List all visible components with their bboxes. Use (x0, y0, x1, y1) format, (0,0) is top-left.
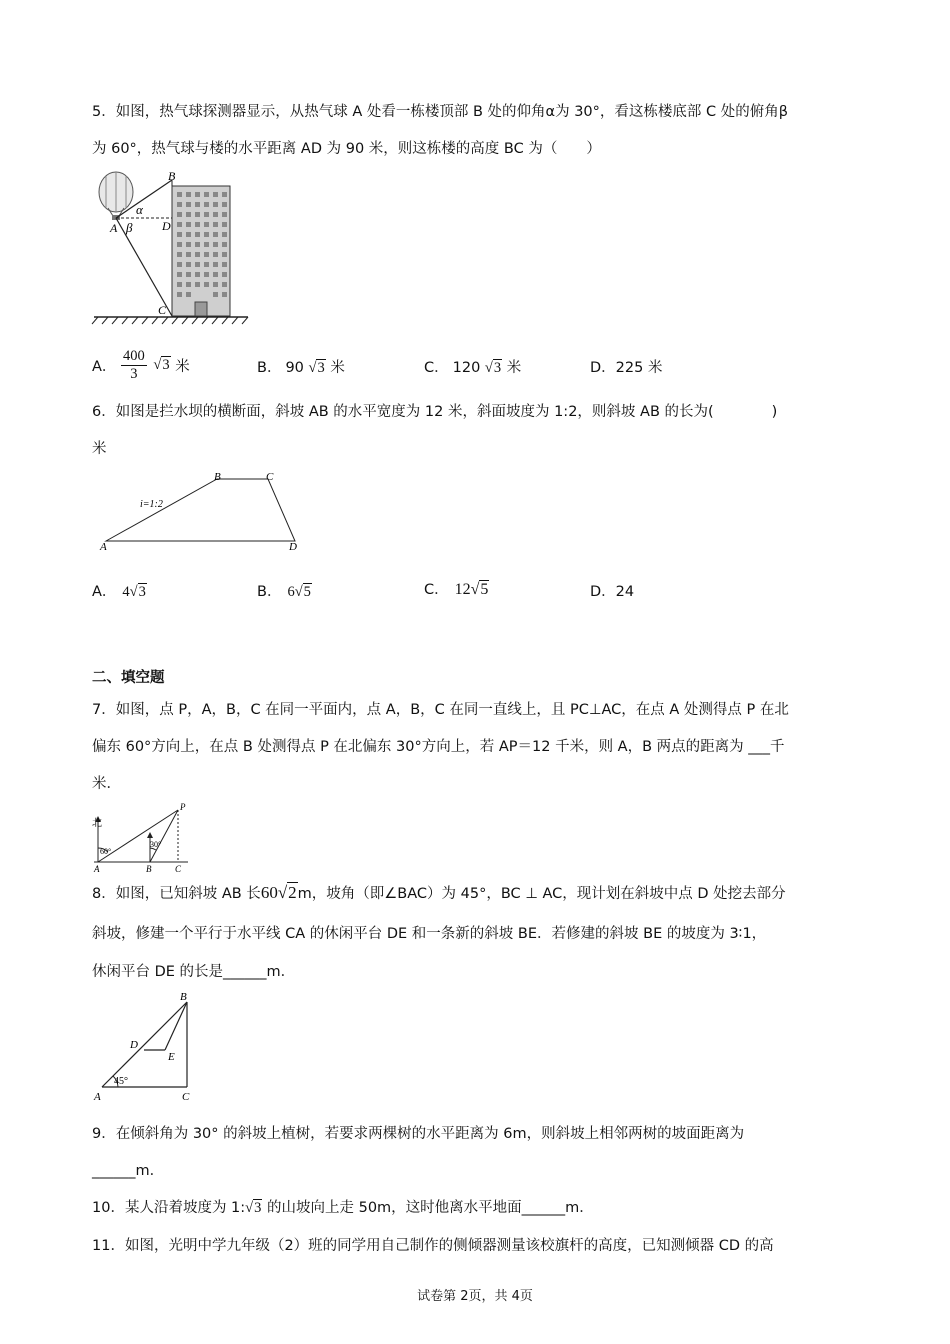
q7-figure (88, 802, 193, 874)
label-C: C (182, 1091, 190, 1103)
q8-line1: 8．如图，已知斜坡 AB 长60√2m，坡角（即∠BAC）为 45°，BC ⊥ AC，现计划在斜坡中点 D 处挖去部分 (92, 883, 786, 902)
q5-option-a[interactable]: A． $\frac{400}{3}$ √3 米 (92, 348, 190, 382)
fraction: $\frac{400}{3}$ (123, 348, 145, 382)
q9-line2: ______m． (92, 1163, 165, 1179)
label-C: C (266, 471, 274, 483)
angle-30: 30° (150, 840, 162, 849)
label-A: A (100, 541, 107, 553)
section-heading: 二、填空题 (92, 670, 165, 686)
label-P: P (180, 802, 186, 812)
q11-line1: 11．如图，光明中学九年级（2）班的同学用自己制作的侧倾器测量该校旗杆的高度，已知测倾器 CD 的高 (92, 1238, 774, 1254)
q5-option-b[interactable]: B． 90 √3 米 (257, 360, 345, 376)
label-B: B (180, 991, 187, 1003)
label-D: D (289, 541, 297, 553)
q5-option-c[interactable]: C． 120 √3 米 (424, 360, 522, 376)
q10-line1: 10．某人沿着坡度为 1:√3 的山坡向上走 50m，这时他离水平地面______m． (92, 1200, 594, 1216)
sqrt-sign: √5 (470, 581, 489, 598)
sqrt-sign: √3 (153, 357, 170, 373)
q6-option-d[interactable]: D．24 (590, 584, 635, 600)
q7-line2: 偏东 60°方向上，在点 B 处测得点 P 在北偏东 30°方向上，若 AP＝12 千米，则 A，B 两点的距离为 ___千 (92, 739, 785, 755)
sqrt-sign: √3 (245, 1200, 262, 1216)
q5-line1: 5．如图，热气球探测器显示，从热气球 A 处看一栋楼顶部 B 处的仰角α为 30°，看这栋楼底部 C 处的俯角β (92, 104, 788, 120)
sqrt-sign: √2 (277, 883, 297, 902)
q8-line3: 休闲平台 DE 的长是______m． (92, 964, 296, 980)
label-D: D (162, 219, 171, 233)
q7-line3: 米． (92, 776, 121, 792)
north-label: 北 (92, 818, 102, 829)
q6-option-a[interactable]: A． 4√3 (92, 584, 146, 600)
q8-line2: 斜坡，修建一个平行于水平线 CA 的休闲平台 DE 和一条新的斜坡 BE．若修建的斜坡 BE 的坡度为 3∶1， (92, 926, 767, 942)
label-A: A (94, 864, 100, 874)
q5-line2: 为 60°，热气球与楼的水平距离 AD 为 90 米，则这栋楼的高度 BC 为（ ） (92, 141, 601, 157)
q6-option-c[interactable]: C． 12√5 (424, 581, 489, 598)
sqrt-sign: √3 (484, 360, 502, 376)
q6-figure (92, 470, 307, 552)
q6-line1: 6．如图是拦水坝的横断面，斜坡 AB 的水平宽度为 12 米，斜面坡度为 1:2，则斜坡 AB 的长为( ) (92, 404, 778, 420)
label-C: C (158, 303, 167, 317)
label-D: D (130, 1039, 138, 1051)
q5-option-d[interactable]: D．225 米 (590, 360, 663, 376)
angle-60: 60° (100, 847, 112, 856)
q8-figure (92, 990, 202, 1102)
label-B: B (146, 864, 152, 874)
q7-line1: 7．如图，点 P，A，B，C 在同一平面内，点 A，B，C 在同一直线上，且 PC⊥AC，在点 A 处测得点 P 在北 (92, 702, 789, 718)
sqrt-sign: √3 (308, 360, 325, 376)
label-B: B (168, 169, 176, 183)
label-B: B (214, 471, 221, 483)
north-arrow-icon (147, 832, 153, 838)
sqrt-sign: √3 (129, 584, 146, 600)
label-alpha: α (136, 202, 143, 217)
label-A: A (94, 1091, 101, 1103)
slope-label: i=1:2 (140, 499, 163, 510)
sqrt-sign: √5 (294, 584, 311, 600)
label-beta: β (126, 220, 133, 235)
q6-option-b[interactable]: B． 6√5 (257, 584, 311, 600)
q9-line1: 9．在倾斜角为 30° 的斜坡上植树，若要求两棵树的水平距离为 6m，则斜坡上相邻两树的坡面距离为 (92, 1126, 745, 1142)
label-A: A (110, 221, 118, 235)
label-C: C (175, 864, 182, 874)
label-E: E (168, 1051, 175, 1063)
page-footer: 试卷第 2页，共 4页 (417, 1289, 533, 1304)
q6-line2: 米 (92, 441, 107, 457)
q5-figure (92, 170, 252, 328)
angle-45: 45° (114, 1076, 128, 1087)
